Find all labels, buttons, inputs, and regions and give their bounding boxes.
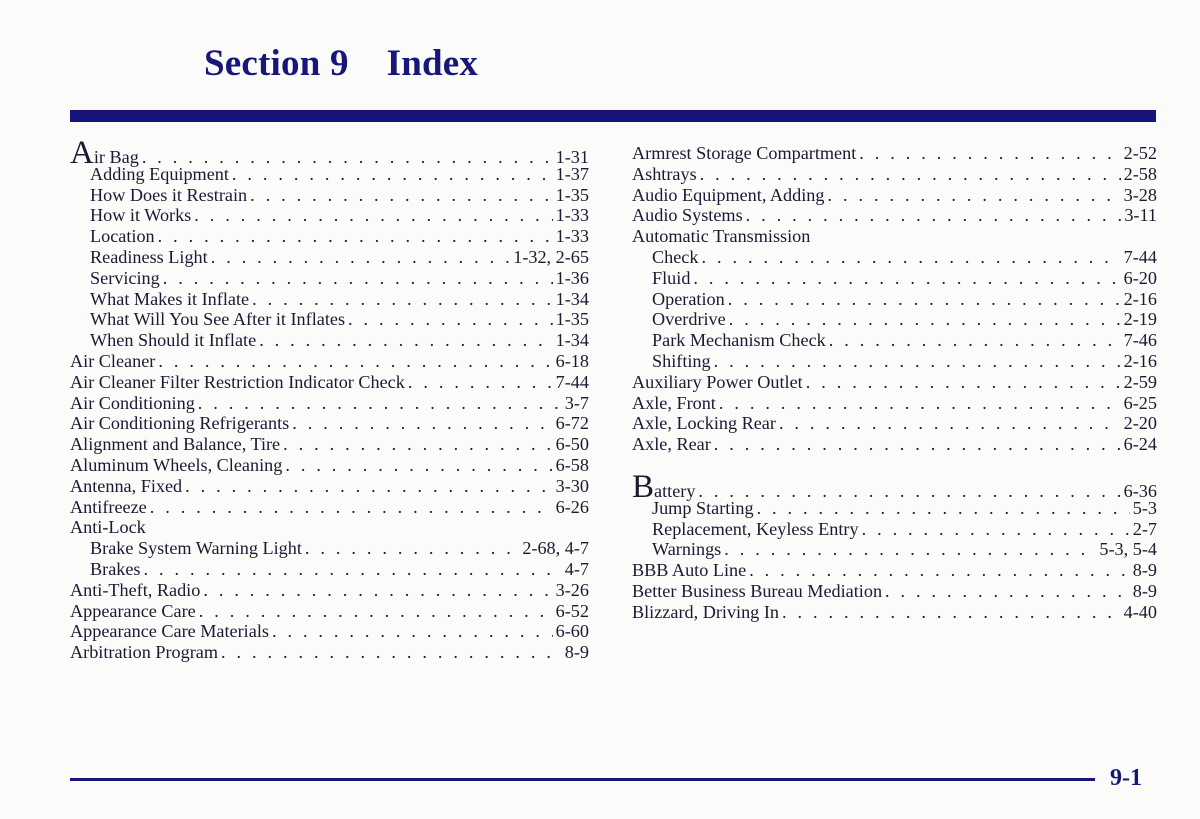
dot-leader <box>693 268 1120 289</box>
entry-label <box>90 185 247 206</box>
index-subentry <box>70 268 589 289</box>
letter-initial: B <box>632 468 655 505</box>
entry-text: Audio Equipment, Adding <box>632 184 825 205</box>
entry-text: Antifreeze <box>70 496 147 517</box>
entry-text: Anti-Theft, Radio <box>70 579 201 600</box>
entry-label <box>652 289 725 310</box>
page-reference: 6-60 <box>555 621 589 642</box>
index-subentry <box>632 289 1157 310</box>
entry-label <box>90 226 155 247</box>
index-subentry <box>70 226 589 247</box>
entry-text: ir Bag <box>93 147 139 167</box>
dot-leader <box>158 351 552 372</box>
page-reference: 2-58 <box>1123 163 1157 184</box>
entry-text: Air Conditioning Refrigerants <box>70 413 290 434</box>
dot-leader <box>719 393 1121 414</box>
page-reference: 2-52 <box>1123 143 1157 163</box>
page-reference: 5-3 <box>1132 497 1157 518</box>
index-entry <box>632 413 1157 434</box>
entry-label <box>632 226 810 247</box>
index-subentry <box>632 519 1157 540</box>
index-entry <box>70 351 589 372</box>
dot-leader <box>714 434 1121 455</box>
dot-leader <box>150 497 553 518</box>
index-entry <box>632 205 1157 226</box>
page-reference: 1-33 <box>555 226 589 247</box>
dot-leader <box>408 372 553 393</box>
dot-leader <box>862 519 1130 540</box>
index-entry <box>632 468 1157 505</box>
entry-label <box>90 330 256 351</box>
page-reference: 6-50 <box>555 434 589 455</box>
entry-label <box>632 372 803 393</box>
entry-label <box>70 413 289 434</box>
entry-label <box>632 393 716 414</box>
page-reference: 1-35 <box>555 309 589 330</box>
dot-leader <box>829 330 1121 351</box>
entry-label <box>70 351 155 372</box>
entry-text: Fluid <box>652 267 691 288</box>
dot-leader <box>144 559 562 580</box>
entry-text: Replacement, Keyless Entry <box>652 518 859 539</box>
page-reference: 7-44 <box>1123 246 1157 267</box>
index-entry <box>70 372 589 393</box>
index-subentry <box>632 309 1157 330</box>
letter-initial: A <box>70 135 94 171</box>
entry-label <box>70 434 280 455</box>
dot-leader <box>283 434 553 455</box>
dot-leader <box>211 247 511 268</box>
section-title: Index <box>386 43 479 84</box>
index-subentry <box>632 268 1157 289</box>
index-subentry <box>632 498 1157 519</box>
index-group-b <box>632 468 1157 623</box>
dot-leader <box>185 476 553 497</box>
page-title <box>204 42 478 85</box>
index-entry <box>70 135 589 171</box>
page-reference: 6-36 <box>1123 480 1157 501</box>
entry-label <box>652 247 698 268</box>
dot-leader <box>700 164 1121 185</box>
index-subentry <box>70 185 589 206</box>
index-subentry <box>70 247 589 268</box>
entry-label <box>652 268 690 289</box>
index-entry <box>70 601 589 622</box>
index-subentry <box>632 330 1157 351</box>
page-reference: 6-26 <box>555 496 589 517</box>
dot-leader <box>232 164 553 185</box>
index-entry <box>70 642 589 663</box>
entry-label <box>632 581 882 602</box>
entry-text: Aluminum Wheels, Cleaning <box>70 454 283 475</box>
index-entry <box>632 434 1157 455</box>
page-reference: 1-34 <box>555 330 589 351</box>
entry-text: Air Cleaner Filter Restriction Indicator Check <box>70 371 405 392</box>
entry-label <box>90 247 208 268</box>
dot-leader <box>203 580 552 601</box>
dot-leader <box>305 538 519 559</box>
entry-text: Better Business Bureau Mediation <box>632 580 883 601</box>
footer-rule <box>70 778 1095 781</box>
dot-leader <box>285 455 552 476</box>
entry-text: Air Conditioning <box>70 392 195 413</box>
entry-label <box>90 538 302 559</box>
page-reference: 8-9 <box>1132 560 1157 581</box>
page-reference: 6-72 <box>555 413 589 434</box>
dot-leader <box>198 393 562 414</box>
entry-label <box>70 517 146 538</box>
index-entry <box>70 413 589 434</box>
index-entry <box>632 143 1157 164</box>
dot-leader <box>728 289 1121 310</box>
page-reference: 6-52 <box>555 600 589 621</box>
page-reference: 3-28 <box>1123 184 1157 205</box>
entry-text: Jump Starting <box>652 497 754 518</box>
index-subentry <box>632 247 1157 268</box>
entry-text: Auxiliary Power Outlet <box>632 371 803 392</box>
entry-label <box>70 580 200 601</box>
entry-text: Axle, Locking Rear <box>632 413 776 434</box>
page-reference: 4-40 <box>1123 601 1157 622</box>
index-entry <box>70 580 589 601</box>
entry-text: Park Mechanism Check <box>652 330 826 351</box>
page-reference: 1-33 <box>555 205 589 226</box>
dot-leader <box>348 309 553 330</box>
entry-label <box>90 205 191 226</box>
index-subentry <box>632 539 1157 560</box>
index-entry <box>70 476 589 497</box>
entry-label <box>632 205 743 226</box>
dot-leader <box>782 602 1121 623</box>
group-spacer <box>632 455 1157 477</box>
index-entry <box>632 185 1157 206</box>
entry-text: Arbitration Program <box>70 642 218 663</box>
dot-leader <box>194 205 552 226</box>
entry-text: Appearance Care <box>70 600 196 621</box>
entry-label <box>652 519 859 540</box>
entry-text: Antenna, Fixed <box>70 475 183 496</box>
page-reference: 4-7 <box>564 558 589 579</box>
entry-label <box>70 372 405 393</box>
entry-label <box>70 393 195 414</box>
entry-text: Readiness Light <box>90 246 208 267</box>
entry-text: Adding Equipment <box>90 163 229 184</box>
index-entry <box>632 581 1157 602</box>
entry-label <box>90 268 160 289</box>
entry-label <box>632 143 856 164</box>
page-reference: 7-44 <box>555 371 589 392</box>
entry-text: Brakes <box>90 558 141 579</box>
page-reference: 1-37 <box>555 163 589 184</box>
entry-label <box>90 289 249 310</box>
page-reference: 1-31 <box>555 147 589 167</box>
index-entry <box>70 497 589 518</box>
entry-text: Location <box>90 226 155 247</box>
page-reference: 2-16 <box>1123 350 1157 371</box>
index-entry <box>632 393 1157 414</box>
entry-label <box>652 539 721 560</box>
entry-text: Appearance Care Materials <box>70 621 269 642</box>
page-reference: 1-35 <box>555 184 589 205</box>
dot-leader <box>859 143 1120 164</box>
entry-label <box>632 164 697 185</box>
page-reference: 5-3, 5-4 <box>1099 539 1157 560</box>
index-subentry <box>70 289 589 310</box>
index-subentry <box>70 205 589 226</box>
entry-text: When Should it Inflate <box>90 330 257 351</box>
dot-leader <box>250 185 553 206</box>
entry-label <box>90 309 345 330</box>
entry-text: Blizzard, Driving In <box>632 601 779 622</box>
section-label: Section 9 <box>204 43 349 84</box>
page-reference: 1-32, 2-65 <box>513 246 589 267</box>
page-reference: 1-36 <box>555 267 589 288</box>
dot-leader <box>729 309 1121 330</box>
entry-text: Shifting <box>652 350 711 371</box>
entry-label <box>632 434 711 455</box>
entry-text: How it Works <box>90 205 192 226</box>
index-subentry <box>70 559 589 580</box>
entry-text: What Makes it Inflate <box>90 288 250 309</box>
entry-text: Check <box>652 246 699 267</box>
entry-label <box>90 559 141 580</box>
entry-label <box>632 185 824 206</box>
entry-text: Air Cleaner <box>70 350 156 371</box>
entry-text: Audio Systems <box>632 205 743 226</box>
entry-text: How Does it Restrain <box>90 184 248 205</box>
page-reference: 8-9 <box>1132 580 1157 601</box>
dot-leader <box>885 581 1130 602</box>
page-number: 9-1 <box>1110 765 1142 791</box>
dot-leader <box>779 413 1121 434</box>
entry-text: Armrest Storage Compartment <box>632 143 857 163</box>
page-reference: 2-16 <box>1123 288 1157 309</box>
index-subentry <box>632 351 1157 372</box>
page-reference: 2-20 <box>1123 413 1157 434</box>
dot-leader <box>272 621 553 642</box>
entry-label <box>70 642 218 663</box>
index-entry <box>70 455 589 476</box>
entry-label <box>70 621 269 642</box>
page-reference: 3-30 <box>555 475 589 496</box>
index-entry <box>632 164 1157 185</box>
index-subentry <box>70 164 589 185</box>
entry-text: BBB Auto Line <box>632 560 747 581</box>
entry-text: Axle, Rear <box>632 434 711 455</box>
header-rule <box>70 110 1156 122</box>
index-entry <box>70 434 589 455</box>
page-reference: 7-46 <box>1123 330 1157 351</box>
page-reference: 2-19 <box>1123 309 1157 330</box>
page-reference: 8-9 <box>564 642 589 663</box>
entry-label <box>90 164 229 185</box>
index-entry <box>632 372 1157 393</box>
dot-leader <box>827 185 1120 206</box>
entry-text: Ashtrays <box>632 163 697 184</box>
page-reference: 3-26 <box>555 579 589 600</box>
dot-leader <box>746 205 1122 226</box>
index-subentry <box>70 538 589 559</box>
page-reference: 1-34 <box>555 288 589 309</box>
entry-label <box>70 601 196 622</box>
entry-text: Brake System Warning Light <box>90 538 302 559</box>
dot-leader <box>259 330 552 351</box>
entry-text: What Will You See After it Inflates <box>90 309 346 330</box>
page-reference: 2-68, 4-7 <box>522 538 589 559</box>
index-entry <box>632 560 1157 581</box>
dot-leader <box>252 289 553 310</box>
entry-label <box>632 602 779 623</box>
page-reference: 3-11 <box>1124 205 1157 226</box>
entry-text: Automatic Transmission <box>632 226 811 247</box>
page-reference: 6-25 <box>1123 392 1157 413</box>
entry-label <box>70 497 147 518</box>
page-reference: 6-20 <box>1123 267 1157 288</box>
entry-label <box>652 330 826 351</box>
entry-label <box>70 476 182 497</box>
index-subentry <box>70 309 589 330</box>
entry-label <box>632 413 776 434</box>
page-reference: 2-59 <box>1123 371 1157 392</box>
dot-leader <box>806 372 1121 393</box>
page-reference: 2-7 <box>1132 518 1157 539</box>
entry-text: Servicing <box>90 267 160 288</box>
entry-text: Operation <box>652 288 725 309</box>
entry-text: attery <box>654 480 696 501</box>
dot-leader <box>158 226 553 247</box>
dot-leader <box>701 247 1120 268</box>
page-reference: 6-24 <box>1123 434 1157 455</box>
index-column-left <box>70 135 589 663</box>
dot-leader <box>199 601 553 622</box>
dot-leader <box>292 413 552 434</box>
index-group-a <box>632 143 1157 455</box>
entry-text: Alignment and Balance, Tire <box>70 434 281 455</box>
entry-text: Axle, Front <box>632 392 716 413</box>
dot-leader <box>221 642 562 663</box>
index-subentry <box>70 330 589 351</box>
index-entry <box>70 621 589 642</box>
entry-text: Overdrive <box>652 309 726 330</box>
dot-leader <box>724 539 1096 560</box>
entry-text: Anti-Lock <box>70 517 146 538</box>
page-reference: 6-58 <box>555 454 589 475</box>
dot-leader <box>757 498 1130 519</box>
entry-label <box>652 309 726 330</box>
index-entry <box>632 226 1157 247</box>
dot-leader <box>749 560 1130 581</box>
page-reference: 3-7 <box>564 392 589 413</box>
entry-label <box>652 351 711 372</box>
page-reference: 6-18 <box>555 350 589 371</box>
entry-label <box>70 455 282 476</box>
index-entry <box>632 602 1157 623</box>
entry-label <box>652 498 754 519</box>
index-entry <box>70 393 589 414</box>
index-entry <box>70 517 589 538</box>
dot-leader <box>163 268 553 289</box>
dot-leader <box>714 351 1121 372</box>
entry-text: Warnings <box>652 539 722 560</box>
index-column-right <box>632 143 1157 623</box>
entry-label <box>632 560 746 581</box>
